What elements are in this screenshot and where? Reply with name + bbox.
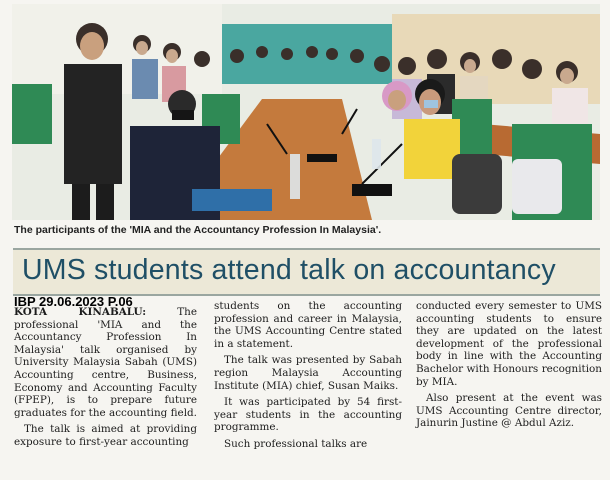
paragraph [14, 306, 197, 419]
news-photo [12, 4, 600, 220]
paragraph: It was participated by 54 first-year students in the accounting programme. [214, 396, 402, 434]
article-column-1 [14, 306, 197, 453]
article-column-3 [416, 300, 602, 434]
paragraph: Such professional talks are [224, 437, 368, 450]
article-column-2 [214, 300, 402, 455]
headline: UMS students attend talk on accountancy [22, 254, 556, 286]
paragraph-text: The professional 'MIA and the Accountancy Profession In Malaysia' talk organised by University Malaysia Sabah (UMS) Accounting centre, Business, Economy and Accounting Faculty (FPEP), is to prepare future graduates for the accounting field. [14, 306, 197, 419]
publication-stamp: IBP 29.06.2023 P.06 [14, 294, 133, 309]
group-photo-illustration [12, 4, 600, 220]
paragraph: The talk is aimed at providing exposure to first-year accounting [14, 423, 197, 448]
paragraph: students on the accounting profession and career in Malaysia, the UMS Accounting Centre stated in a statement. [214, 300, 402, 350]
paragraph: The talk was presented by Sabah region Malaysia Accounting Institute (MIA) chief, Susan Maiks. [214, 354, 402, 392]
dateline: KOTA KINABALU: [14, 306, 147, 318]
paragraph: Also present at the event was UMS Accounting Centre director, Jainurin Justine @ Abdul Aziz. [416, 392, 602, 430]
paragraph: conducted every semester to UMS accounting students to ensure they are updated on the latest development of the professional body in line with the Accounting Bachelor with Honours recognition by MIA. [416, 300, 602, 388]
photo-caption: The participants of the 'MIA and the Accountancy Profession In Malaysia'. [14, 224, 382, 236]
